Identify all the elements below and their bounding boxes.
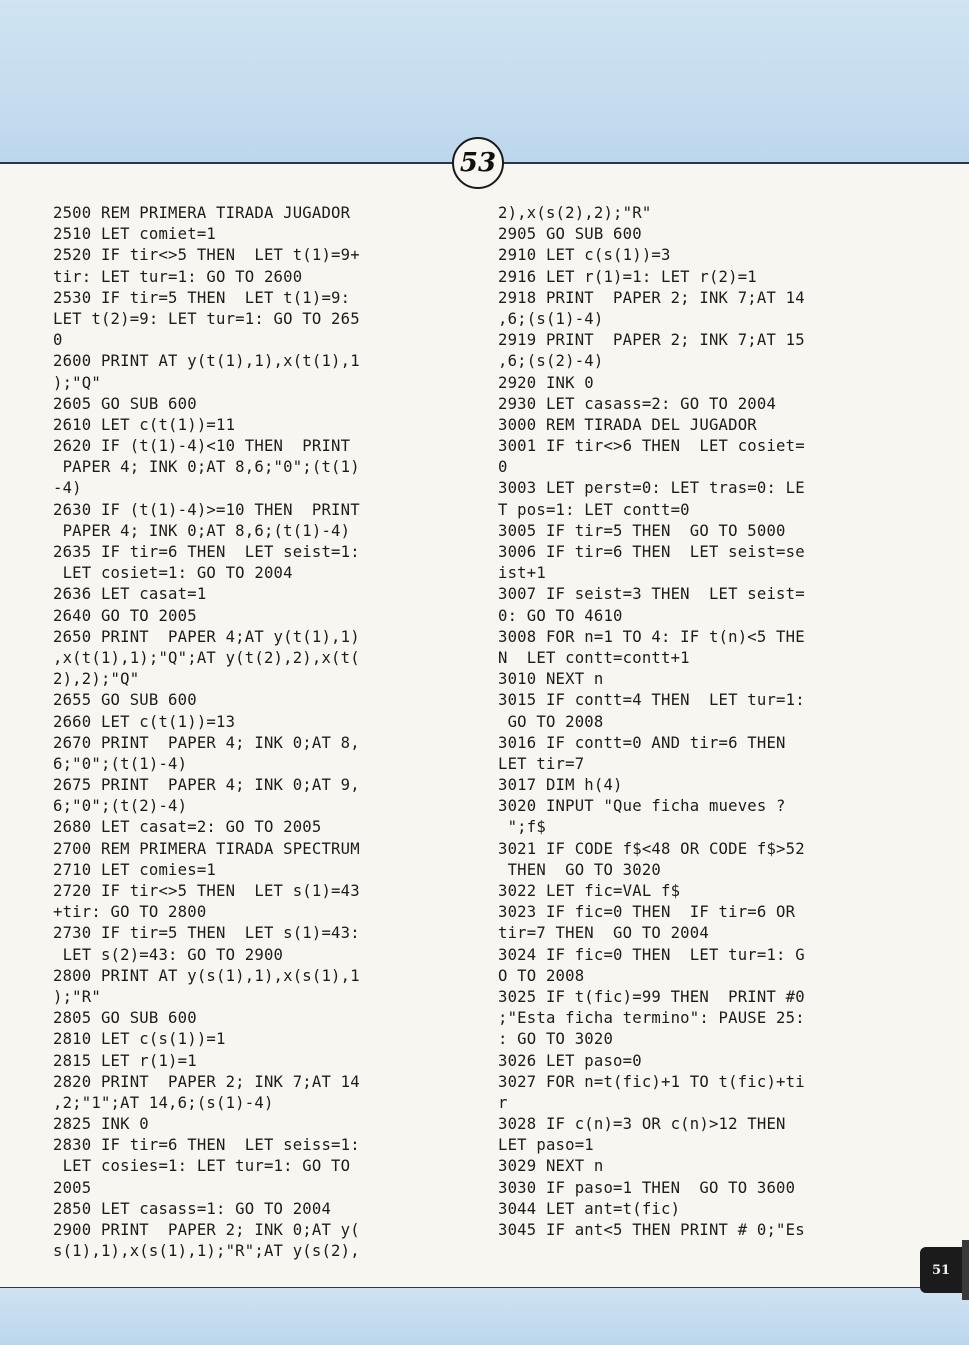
code-line: LET tir=7: [498, 754, 585, 773]
code-line: 6;"0";(t(2)-4): [53, 797, 188, 816]
code-line: 3000 REM TIRADA DEL JUGADOR: [498, 415, 757, 434]
code-line: 2500 REM PRIMERA TIRADA JUGADOR: [53, 204, 351, 222]
code-line: ,2;"1";AT 14,6;(s(1)-4): [53, 1093, 274, 1112]
page-edge-shadow: [962, 1240, 969, 1300]
code-line: 2675 PRINT PAPER 4; INK 0;AT 9,: [53, 776, 360, 795]
code-line: 3044 LET ant=t(fic): [498, 1199, 681, 1218]
code-line: 2605 GO SUB 600: [53, 394, 197, 413]
code-line: s(1),1),x(s(1),1);"R";AT y(s(2),: [53, 1242, 360, 1261]
code-line: 3029 NEXT n: [498, 1157, 604, 1176]
code-line: N LET contt=contt+1: [498, 648, 690, 667]
code-line: LET paso=1: [498, 1136, 594, 1155]
code-line: tir: LET tur=1: GO TO 2600: [53, 267, 303, 286]
code-line: 3015 IF contt=4 THEN LET tur=1:: [498, 691, 805, 710]
code-line: 3006 IF tir=6 THEN LET seist=se: [498, 543, 805, 561]
code-line: LET t(2)=9: LET tur=1: GO TO 265: [53, 309, 360, 328]
code-line: T pos=1: LET contt=0: [498, 500, 690, 519]
code-line: 2720 IF tir<>5 THEN LET s(1)=43: [53, 882, 360, 900]
code-line: : GO TO 3020: [498, 1030, 614, 1049]
code-line: 3017 DIM h(4): [498, 776, 623, 795]
code-line: 3021 IF CODE f$<48 OR CODE f$>52: [498, 839, 805, 858]
code-line: 2610 LET c(t(1))=11: [53, 415, 236, 434]
code-line: 3045 IF ant<5 THEN PRINT # 0;"Es: [498, 1221, 805, 1239]
code-line: 2919 PRINT PAPER 2; INK 7;AT 15: [498, 331, 805, 350]
code-line: 2600 PRINT AT y(t(1),1),x(t(1),1: [53, 352, 360, 371]
code-line: 2820 PRINT PAPER 2; INK 7;AT 14: [53, 1072, 360, 1091]
code-line: 3023 IF fic=0 THEN IF tir=6 OR: [498, 903, 796, 922]
code-line: ;"Esta ficha termino": PAUSE 25:: [498, 1009, 805, 1028]
code-line: 3016 IF contt=0 AND tir=6 THEN: [498, 733, 786, 752]
code-line: 2700 REM PRIMERA TIRADA SPECTRUM: [53, 839, 360, 858]
code-line: );"Q": [53, 373, 101, 392]
code-line: 2905 GO SUB 600: [498, 225, 642, 244]
code-line: 2660 LET c(t(1))=13: [53, 712, 236, 731]
code-line: 3003 LET perst=0: LET tras=0: LE: [498, 479, 805, 498]
code-line: 2),x(s(2),2);"R": [498, 204, 652, 222]
code-line: 2900 PRINT PAPER 2; INK 0;AT y(: [53, 1221, 360, 1239]
code-line: 2710 LET comies=1: [53, 860, 216, 879]
code-line: PAPER 4; INK 0;AT 8,6;"0";(t(1): [53, 458, 360, 477]
code-line: r: [498, 1093, 508, 1112]
code-line: 0: [53, 331, 63, 350]
code-line: 2510 LET comiet=1: [53, 225, 216, 244]
code-line: 3020 INPUT "Que ficha mueves ?: [498, 797, 786, 816]
code-line: -4): [53, 479, 82, 498]
code-line: 3025 IF t(fic)=99 THEN PRINT #0: [498, 987, 805, 1006]
code-line: 2930 LET casass=2: GO TO 2004: [498, 394, 777, 413]
code-column-left: [53, 203, 473, 1262]
code-line: 3010 NEXT n: [498, 670, 604, 689]
code-line: 2),2);"Q": [53, 670, 140, 689]
code-line: 3007 IF seist=3 THEN LET seist=: [498, 585, 805, 604]
code-line: 3028 IF c(n)=3 OR c(n)>12 THEN: [498, 1115, 786, 1134]
page-number-tab: 51: [920, 1247, 962, 1293]
code-line: 0: GO TO 4610: [498, 606, 623, 625]
code-line: 2830 IF tir=6 THEN LET seiss=1:: [53, 1136, 360, 1155]
code-line: 2630 IF (t(1)-4)>=10 THEN PRINT: [53, 500, 360, 519]
code-line: 2005: [53, 1178, 92, 1197]
code-line: 3001 IF tir<>6 THEN LET cosiet=: [498, 437, 805, 456]
code-line: 2730 IF tir=5 THEN LET s(1)=43:: [53, 924, 360, 943]
code-line: 2825 INK 0: [53, 1115, 149, 1134]
code-line: LET cosiet=1: GO TO 2004: [53, 564, 293, 583]
code-line: 2620 IF (t(1)-4)<10 THEN PRINT: [53, 437, 351, 456]
code-line: );"R": [53, 987, 101, 1006]
code-line: 2670 PRINT PAPER 4; INK 0;AT 8,: [53, 733, 360, 752]
code-line: 0: [498, 458, 508, 477]
code-line: 2650 PRINT PAPER 4;AT y(t(1),1): [53, 627, 360, 646]
code-line: 3024 IF fic=0 THEN LET tur=1: G: [498, 945, 805, 964]
bottom-blue-band: [0, 1288, 969, 1345]
code-line: 2800 PRINT AT y(s(1),1),x(s(1),1: [53, 966, 360, 985]
code-line: 3022 LET fic=VAL f$: [498, 882, 681, 900]
code-line: ";f$: [498, 818, 546, 837]
code-line: LET s(2)=43: GO TO 2900: [53, 945, 284, 964]
code-line: GO TO 2008: [498, 712, 604, 731]
code-line: +tir: GO TO 2800: [53, 903, 207, 922]
code-line: ,6;(s(1)-4): [498, 309, 604, 328]
code-column-right: [498, 203, 918, 1241]
code-line: 2636 LET casat=1: [53, 585, 207, 604]
code-line: ist+1: [498, 564, 546, 583]
code-line: 2635 IF tir=6 THEN LET seist=1:: [53, 543, 360, 561]
code-line: ,6;(s(2)-4): [498, 352, 604, 371]
code-line: 2918 PRINT PAPER 2; INK 7;AT 14: [498, 288, 805, 307]
code-line: 2910 LET c(s(1))=3: [498, 246, 671, 265]
code-line: 2815 LET r(1)=1: [53, 1051, 197, 1070]
code-line: 2810 LET c(s(1))=1: [53, 1030, 226, 1049]
code-line: 2640 GO TO 2005: [53, 606, 197, 625]
code-line: 3027 FOR n=t(fic)+1 TO t(fic)+ti: [498, 1072, 805, 1091]
code-line: 2916 LET r(1)=1: LET r(2)=1: [498, 267, 757, 286]
code-line: PAPER 4; INK 0;AT 8,6;(t(1)-4): [53, 521, 351, 540]
code-line: 2520 IF tir<>5 THEN LET t(1)=9+: [53, 246, 360, 265]
code-line: 6;"0";(t(1)-4): [53, 754, 188, 773]
code-line: 2655 GO SUB 600: [53, 691, 197, 710]
code-line: THEN GO TO 3020: [498, 860, 661, 879]
code-line: LET cosies=1: LET tur=1: GO TO: [53, 1157, 351, 1176]
code-line: O TO 2008: [498, 966, 585, 985]
circled-listing-number: 53: [452, 137, 504, 189]
code-line: 3030 IF paso=1 THEN GO TO 3600: [498, 1178, 796, 1197]
code-line: 2680 LET casat=2: GO TO 2005: [53, 818, 322, 837]
code-line: 3005 IF tir=5 THEN GO TO 5000: [498, 521, 786, 540]
code-line: 3008 FOR n=1 TO 4: IF t(n)<5 THE: [498, 627, 805, 646]
code-line: 3026 LET paso=0: [498, 1051, 642, 1070]
code-line: 2850 LET casass=1: GO TO 2004: [53, 1199, 332, 1218]
code-line: tir=7 THEN GO TO 2004: [498, 924, 709, 943]
code-line: 2920 INK 0: [498, 373, 594, 392]
code-line: 2530 IF tir=5 THEN LET t(1)=9:: [53, 288, 351, 307]
code-line: ,x(t(1),1);"Q";AT y(t(2),2),x(t(: [53, 648, 360, 667]
code-line: 2805 GO SUB 600: [53, 1009, 197, 1028]
